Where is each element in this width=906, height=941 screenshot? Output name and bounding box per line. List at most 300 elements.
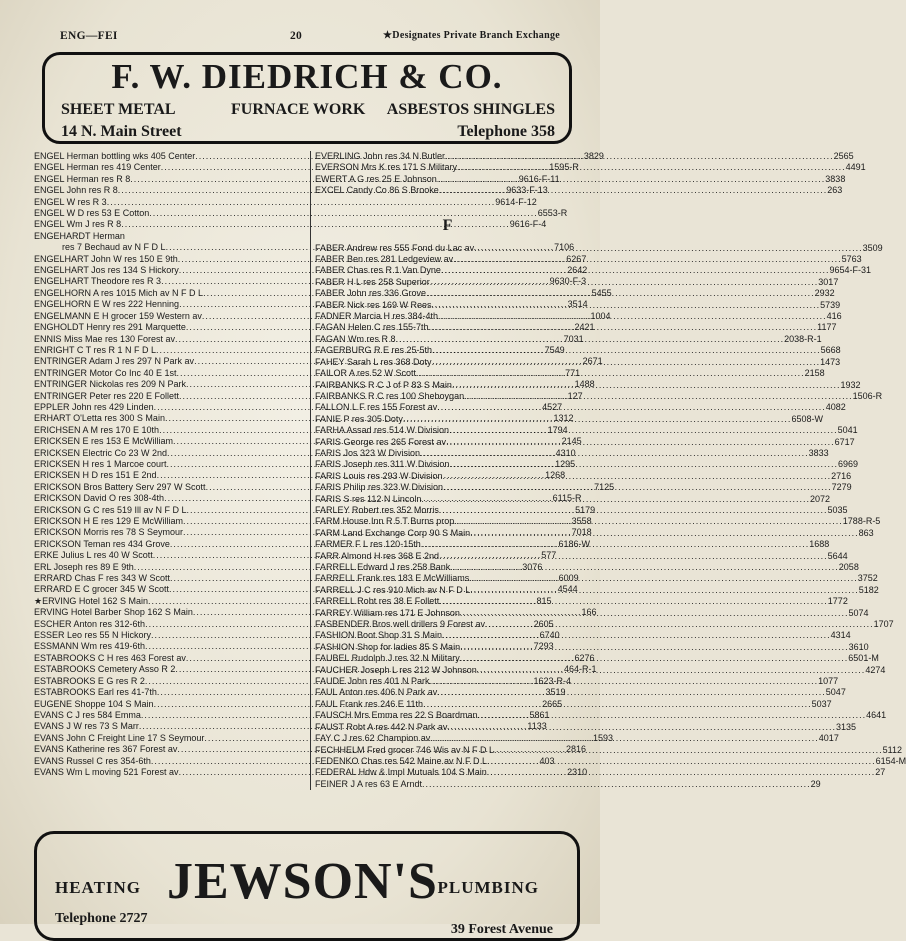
listing-entry bbox=[315, 173, 846, 185]
listing-entry bbox=[34, 219, 547, 230]
listing-phone: 464-R-1 bbox=[563, 664, 597, 675]
listing-entry bbox=[315, 368, 825, 379]
leader-dots bbox=[442, 630, 831, 641]
listing-entry bbox=[315, 755, 906, 767]
listing-entry bbox=[315, 539, 830, 550]
listing-name: EUGENE Shoppe 104 S Main bbox=[34, 698, 154, 709]
listing-name: FARLEY Robert res 352 Morris bbox=[315, 504, 439, 515]
listing-phone: 6740 bbox=[539, 630, 560, 641]
listing-phone: 5112 bbox=[882, 744, 902, 755]
listing-name: ERICKSEN E res 153 E McWilliam bbox=[34, 436, 174, 447]
listing-phone: 2158 bbox=[804, 368, 825, 379]
listing-name: ENGEL Wm J res R 8 bbox=[34, 219, 122, 230]
listing-name: FABER Chas res R 1 Van Dyne bbox=[315, 265, 441, 276]
listing-phone: 1295 bbox=[555, 458, 576, 469]
leader-dots bbox=[487, 756, 876, 767]
listing-name: FAUL Frank res 246 E 11th bbox=[315, 698, 424, 709]
listing-phone: 577 bbox=[541, 550, 557, 561]
listing-entry bbox=[34, 231, 308, 242]
ad-address: 14 N. Main Street bbox=[61, 123, 182, 140]
listing-phone: 2421 bbox=[574, 322, 595, 333]
listing-phone: 5644 bbox=[827, 550, 848, 561]
listing-name: EXCEL Candy Co 86 S Brooke bbox=[315, 185, 439, 196]
listing-entry bbox=[315, 619, 894, 630]
leader-dots bbox=[430, 277, 819, 288]
listing-phone: 6154-M bbox=[875, 755, 906, 766]
listing-entry bbox=[315, 493, 830, 505]
listing-name: ERL Joseph res 89 E 9th bbox=[34, 561, 134, 572]
listing-name: ESCHER Anton res 312-6th bbox=[34, 618, 146, 629]
leader-dots bbox=[487, 767, 876, 778]
listing-name: FABER Nick res 169 W Rees bbox=[315, 299, 432, 310]
listing-phone: 1312 bbox=[553, 413, 574, 424]
listing-phone: 5035 bbox=[827, 504, 848, 515]
listing-phone: 3558 bbox=[571, 516, 592, 526]
listing-name: ENGELHART Jos res 134 S Hickory bbox=[34, 265, 179, 276]
listing-name: FAGAN Helen C res 155-7th bbox=[315, 322, 429, 333]
listing-name: FABER H L res 258 Superior bbox=[315, 276, 430, 287]
listing-phone: 2058 bbox=[838, 562, 859, 572]
page-header bbox=[60, 30, 560, 44]
listing-name: EVANS C J res 584 Emma bbox=[34, 709, 141, 720]
listing-entry bbox=[315, 676, 839, 687]
listing-phone: 1688 bbox=[809, 539, 830, 550]
listing-entry bbox=[315, 447, 829, 459]
listing-phone: 1788-R-5 bbox=[842, 516, 881, 527]
listing-phone: 2932 bbox=[814, 288, 835, 299]
leader-dots bbox=[416, 368, 805, 379]
listing-phone: 2671 bbox=[582, 356, 603, 367]
leader-dots bbox=[439, 505, 828, 516]
ad-heating: HEATING bbox=[55, 878, 142, 897]
listing-phone: 2816 bbox=[565, 744, 586, 755]
leader-dots bbox=[446, 437, 835, 448]
listing-phone: 127 bbox=[567, 390, 583, 401]
listing-name: FEDENKO Chas res 542 Maine av N F D L bbox=[315, 755, 488, 766]
leader-dots bbox=[439, 185, 828, 196]
leader-dots bbox=[470, 528, 859, 539]
leader-dots bbox=[439, 551, 828, 562]
listing-entry bbox=[315, 162, 866, 173]
listing-name: FAUBEL Rudolph J res 32 N Military bbox=[315, 653, 460, 664]
listing-phone: 3509 bbox=[862, 242, 883, 253]
listing-entry bbox=[315, 242, 883, 254]
listing-name: ENGEL Herman bottling wks 405 Center bbox=[34, 151, 196, 161]
ad-jewsons-telephone: Telephone 2727 bbox=[55, 911, 148, 926]
leader-dots bbox=[449, 425, 838, 436]
leader-dots bbox=[426, 288, 815, 299]
listing-phone: 7293 bbox=[533, 641, 554, 652]
listing-name: FEINER J A res 63 E Arndt bbox=[315, 778, 423, 789]
listing-name: EWERT A G res 25 E Johnson bbox=[315, 173, 437, 184]
listing-name: FARREY William res 171 E Johnson bbox=[315, 607, 460, 618]
listing-name: ENGEL Herman res 419 Center bbox=[34, 162, 161, 173]
listing-phone: 3833 bbox=[808, 447, 829, 458]
listing-name: FABER John res 336 Grove bbox=[315, 288, 427, 299]
listing-phone: 3752 bbox=[857, 573, 878, 584]
listing-phone: 771 bbox=[565, 367, 581, 378]
listing-name: ESTABROOKS C H res 463 Forest av bbox=[34, 652, 186, 663]
listing-phone: 6186-W bbox=[558, 538, 590, 549]
listing-name: FAIRBANKS R C J of P 83 S Main bbox=[315, 379, 452, 390]
listing-name: FARM Land Exchange Corp 90 S Main bbox=[315, 527, 471, 538]
listing-phone: 1932 bbox=[840, 379, 861, 390]
listing-entry bbox=[315, 425, 858, 436]
listing-phone: 3076 bbox=[522, 561, 543, 572]
listing-phone: 5179 bbox=[575, 504, 596, 515]
listing-entry bbox=[315, 550, 848, 562]
listing-phone: 5763 bbox=[841, 254, 862, 265]
listing-phone: 4544 bbox=[557, 584, 578, 595]
listing-phone: 5074 bbox=[848, 607, 869, 618]
listing-name: ERICKSON Teman res 434 Grove bbox=[34, 538, 170, 549]
listing-name: FANIE P res 305 Doty bbox=[315, 413, 403, 424]
listing-entry bbox=[315, 687, 846, 698]
leader-dots bbox=[452, 380, 841, 391]
listing-phone: 7279 bbox=[831, 482, 852, 493]
listing-phone: 3829 bbox=[583, 151, 604, 161]
listing-name: FARIS Philip res 323 W Division bbox=[315, 482, 444, 493]
leader-dots bbox=[429, 322, 818, 333]
listing-phone: 7549 bbox=[544, 344, 565, 355]
listing-phone: 29 bbox=[810, 778, 821, 789]
section-letter: F bbox=[442, 216, 453, 234]
listing-phone: 1268 bbox=[545, 470, 566, 481]
listing-phone: 9630-F-3 bbox=[549, 276, 587, 287]
listing-name: FARRELL Frank res 183 E McWilliams bbox=[315, 573, 470, 584]
ad-jewsons-address: 39 Forest Avenue bbox=[450, 922, 553, 937]
listing-entry bbox=[315, 390, 883, 402]
listing-entry bbox=[315, 596, 848, 607]
listing-name: res 7 Bechaud av N F D L bbox=[62, 242, 166, 253]
listing-entry bbox=[315, 710, 887, 721]
listing-name: ENGELHORN E W res 222 Henning bbox=[34, 299, 180, 310]
listing-entry bbox=[315, 333, 822, 345]
listing-name: FARR Almond H res 368 E 2nd bbox=[315, 550, 440, 561]
listing-entry bbox=[34, 196, 537, 208]
listing-name: ERHART O'Letta res 300 S Main bbox=[34, 413, 165, 424]
listing-entry bbox=[315, 721, 856, 733]
listing-phone: 6501-M bbox=[848, 653, 879, 664]
listing-name: ERVING Hotel Barber Shop 162 S Main bbox=[34, 607, 193, 618]
listing-phone: 2565 bbox=[833, 151, 854, 161]
listing-name: ENGELMANN E H grocer 159 Western av bbox=[34, 310, 202, 321]
leader-dots bbox=[454, 516, 843, 527]
leader-dots bbox=[423, 699, 812, 710]
listing-name: ENGELHORN A res 1015 Mich av N F D L bbox=[34, 287, 204, 298]
listing-name: ENGELHART John W res 150 E 9th bbox=[34, 253, 178, 264]
listing-name: FARIS Jos 323 W Division bbox=[315, 447, 421, 458]
listing-name: FABER Ben res 281 Ledgeview av bbox=[315, 254, 454, 265]
listing-phone: 3514 bbox=[567, 299, 588, 310]
leader-dots bbox=[396, 334, 785, 345]
listing-name: FARHA Assad res 514 W Division bbox=[315, 425, 450, 436]
diedrich-advertisement bbox=[42, 52, 572, 144]
listing-name: ENTRINGER Nickolas res 209 N Park bbox=[34, 379, 187, 390]
listing-phone: 2605 bbox=[533, 618, 554, 629]
listing-name: ERICKSON Morris res 78 S Seymour bbox=[34, 527, 184, 538]
listing-name: EVANS John C Freight Line 17 S Seymour bbox=[34, 732, 205, 743]
listing-name: ERICKSON David O res 308-4th bbox=[34, 493, 165, 504]
leader-dots bbox=[437, 174, 826, 185]
listing-entry bbox=[34, 208, 568, 219]
listing-name: FECHHELM Fred grocer 746 Wis av N F D L bbox=[315, 744, 495, 755]
listing-name: ESTABROOKS Cemetery Asso R 2 bbox=[34, 664, 176, 675]
listing-phone: 5861 bbox=[529, 709, 550, 720]
listing-entry bbox=[315, 470, 852, 482]
listing-phone: 2145 bbox=[561, 436, 582, 447]
listing-name: ERICKSEN Electric Co 23 W 2nd bbox=[34, 447, 168, 458]
listing-name: ERICKSON G C res 519 Ill av N F D L bbox=[34, 504, 187, 515]
listing-phone: 9616-F-4 bbox=[509, 219, 547, 230]
listing-name: FARIS George res 265 Forest av bbox=[315, 436, 447, 447]
leader-dots bbox=[432, 300, 821, 311]
listing-name: ENGEL John res R 8 bbox=[34, 185, 118, 196]
listing-name: ★ERVING Hotel 162 S Main bbox=[34, 595, 148, 606]
listing-phone: 5041 bbox=[837, 425, 858, 436]
listing-phone: 6553-R bbox=[537, 208, 568, 219]
listing-name: ENTRINGER Peter res 220 E Follett bbox=[34, 390, 180, 401]
listing-phone: 5047 bbox=[825, 687, 846, 698]
listing-name: FAUL Anton res 406 N Park av bbox=[315, 687, 438, 698]
listing-name: FAGERBURG R E res 25-5th bbox=[315, 345, 433, 356]
leader-dots bbox=[421, 539, 810, 550]
listing-name: ERRARD E C grocer 345 W Scott bbox=[34, 584, 170, 595]
leader-dots bbox=[447, 722, 836, 733]
ad-company-name: F. W. DIEDRICH & CO. bbox=[111, 57, 503, 96]
leader-dots bbox=[439, 596, 828, 607]
listing-phone: 5037 bbox=[811, 698, 832, 709]
listing-name: FAILOR A res 52 W Scott bbox=[315, 368, 417, 379]
listing-name: FAGAN Wm res R 8 bbox=[315, 333, 396, 344]
leader-dots bbox=[430, 733, 819, 744]
listing-name: FAY C J res 62 Champion av bbox=[315, 733, 431, 744]
listing-entry bbox=[315, 413, 823, 425]
listing-phone: 5668 bbox=[820, 345, 841, 356]
listing-phone: 4527 bbox=[542, 401, 563, 412]
leader-dots bbox=[437, 402, 826, 413]
leader-dots bbox=[478, 710, 867, 721]
leader-dots bbox=[460, 642, 849, 653]
listing-entry bbox=[315, 744, 902, 756]
listing-name: ERICKSEN H res 1 Marcoe court bbox=[34, 458, 167, 469]
listing-phone: 5182 bbox=[858, 584, 879, 595]
listing-name: ENGEHARDT Herman bbox=[34, 230, 125, 241]
leader-dots bbox=[477, 665, 866, 676]
listing-entry bbox=[315, 276, 839, 288]
leader-dots bbox=[450, 562, 839, 573]
leader-dots bbox=[485, 619, 874, 630]
listing-phone: 3838 bbox=[825, 173, 846, 184]
listing-phone: 4314 bbox=[830, 630, 851, 641]
listing-phone: 1177 bbox=[817, 322, 837, 333]
leader-dots bbox=[470, 585, 859, 596]
listing-phone: 6276 bbox=[574, 652, 595, 663]
listing-entry bbox=[315, 185, 843, 196]
leader-dots bbox=[403, 414, 792, 425]
listing-name: FARRELL Robt res 38 E Follett bbox=[315, 596, 440, 607]
listing-phone: 6508-W bbox=[791, 413, 823, 424]
listing-name: EVANS Russel C res 354-6th bbox=[34, 755, 151, 766]
ad-service-sheet-metal: SHEET METAL bbox=[61, 101, 176, 118]
listing-name: ENTRINGER Adam J res 297 N Park av bbox=[34, 356, 195, 367]
listing-phone: 6969 bbox=[837, 459, 858, 470]
leader-dots bbox=[464, 391, 853, 402]
listing-name: EVERLING John res 34 N Butler bbox=[315, 151, 446, 161]
listing-name: FEDERAL Hdw & Impl Mutuals 104 S Main bbox=[315, 767, 487, 778]
leader-dots bbox=[445, 151, 834, 162]
listing-phone: 1506-R bbox=[852, 390, 883, 401]
listing-phone: 1794 bbox=[547, 424, 568, 435]
listing-phone: 1473 bbox=[820, 356, 841, 367]
leader-dots bbox=[474, 243, 863, 254]
listing-name: ENGEL W D res 53 E Cotton bbox=[34, 208, 150, 219]
listing-entry bbox=[315, 265, 871, 276]
leader-dots bbox=[494, 745, 883, 756]
listing-phone: 4017 bbox=[818, 733, 839, 744]
listing-phone: 416 bbox=[826, 311, 842, 322]
listing-name: ESTABROOKS E G res R 2 bbox=[34, 675, 145, 686]
listing-name: FAUSCH Mrs Emma res 22 S Boardman bbox=[315, 710, 478, 721]
leader-dots bbox=[432, 345, 821, 356]
listing-phone: 1623-R-4 bbox=[533, 675, 571, 686]
listing-phone: 5739 bbox=[820, 299, 841, 310]
listing-name: FAUCHER Joseph L res 212 W Johnson bbox=[315, 664, 477, 675]
listing-name: FASHION Boot Shop 31 S Main bbox=[315, 630, 443, 641]
listing-phone: 27 bbox=[875, 767, 886, 778]
listing-entry bbox=[315, 459, 858, 470]
listing-name: ERICKSON H E res 129 E McWilliam bbox=[34, 516, 184, 526]
listing-phone: 403 bbox=[539, 755, 555, 766]
listing-phone: 6115-R bbox=[552, 493, 582, 504]
listing-phone: 7031 bbox=[563, 333, 584, 344]
listing-phone: 1772 bbox=[827, 596, 848, 607]
listing-phone: 2642 bbox=[567, 265, 588, 276]
listing-name: ENGHOLDT Henry res 291 Marquette bbox=[34, 322, 186, 333]
leader-dots bbox=[453, 254, 842, 265]
listing-name: ERICKSEN H D res 151 E 2nd bbox=[34, 470, 157, 481]
listing-phone: 3519 bbox=[545, 687, 566, 698]
listing-name: ENGEL Herman res R 8 bbox=[34, 173, 131, 184]
listing-name: ENGELHART Theodore res R 3 bbox=[34, 276, 162, 287]
listing-name: EVERSON Mrs K res 171 S Military bbox=[315, 162, 458, 173]
listing-entry bbox=[315, 778, 821, 790]
header-range: ENG—FEI bbox=[60, 30, 118, 42]
listing-phone: 9614-F-12 bbox=[495, 196, 537, 207]
listing-phone: 5455 bbox=[591, 287, 612, 298]
listing-name: ESSMANN Wm res 419-6th bbox=[34, 641, 146, 652]
listing-name: FAUST Robt A res 442 N Park av bbox=[315, 721, 448, 732]
listing-entry bbox=[315, 436, 855, 448]
listing-phone: 815 bbox=[536, 595, 552, 606]
leader-dots bbox=[457, 162, 846, 173]
listing-entry bbox=[315, 562, 859, 573]
listing-name: FARRELL J C res 910 Mich av N F D L bbox=[315, 584, 471, 595]
listing-entry bbox=[315, 641, 869, 653]
listing-name: EVANS Wm L moving 521 Forest av bbox=[34, 766, 179, 777]
listing-phone: 7018 bbox=[571, 527, 592, 538]
listing-phone: 9616-F-11 bbox=[518, 173, 560, 184]
listing-entry bbox=[315, 630, 851, 641]
listing-name: FALLON L F res 155 Forest av bbox=[315, 402, 438, 413]
listing-phone: 1133 bbox=[527, 721, 547, 732]
listing-name: ERICHSEN A M res 170 E 10th bbox=[34, 424, 160, 435]
listing-name: ERKE Julius L res 40 W Scott bbox=[34, 550, 153, 561]
leader-dots bbox=[438, 311, 827, 322]
listing-phone: 3135 bbox=[835, 721, 856, 732]
listing-name: FABER Andrew res 555 Fond du Lac av bbox=[315, 242, 475, 253]
listing-entry bbox=[315, 254, 862, 265]
listing-phone: 6009 bbox=[558, 573, 579, 584]
listing-phone: 4641 bbox=[866, 710, 887, 721]
listing-name: FASHION Shop for ladies 85 S Main bbox=[315, 641, 461, 652]
listing-phone: 7106 bbox=[554, 242, 575, 253]
ad-telephone: Telephone 358 bbox=[457, 123, 555, 140]
listing-name: FARRELL Edward J res 258 Bank bbox=[315, 562, 451, 572]
listing-name: FARIS Louis res 293 W Division bbox=[315, 470, 443, 481]
listing-name: ESTABROOKS Earl res 41-7th bbox=[34, 687, 157, 698]
listing-phone: 7125 bbox=[594, 481, 615, 492]
listing-name: FARM House Inn R 5 T Burns prop bbox=[315, 516, 455, 527]
leader-dots bbox=[421, 494, 810, 505]
listing-phone: 9654-F-31 bbox=[829, 265, 871, 276]
listing-phone: 1488 bbox=[574, 379, 595, 390]
listing-phone: 2716 bbox=[831, 470, 852, 481]
listing-phone: 2072 bbox=[809, 493, 830, 504]
listing-phone: 263 bbox=[827, 185, 843, 196]
listing-name: EVANS J W res 73 S Marr bbox=[34, 721, 139, 732]
listing-phone: 4491 bbox=[845, 162, 866, 173]
listing-phone: 166 bbox=[581, 607, 597, 618]
listing-name: FAIRBANKS R C res 100 Sheboygan bbox=[315, 390, 465, 401]
listing-entry bbox=[315, 345, 841, 356]
listing-phone: 2310 bbox=[567, 766, 588, 777]
listing-name: EVANS Katherine res 367 Forest av bbox=[34, 744, 178, 755]
listing-phone: 2665 bbox=[542, 698, 563, 709]
listing-name: FASBENDER Bros well drillers 9 Forest av bbox=[315, 619, 486, 630]
listing-name: ENNIS Miss Mae res 130 Forest av bbox=[34, 333, 176, 344]
listing-phone: 9633-F-13 bbox=[506, 185, 548, 196]
ad-plumbing: PLUMBING bbox=[437, 878, 539, 897]
listing-entry bbox=[315, 573, 878, 584]
listing-phone: 1077 bbox=[818, 676, 839, 687]
leader-dots bbox=[430, 676, 819, 687]
listing-name: ENTRINGER Motor Co Inc 40 E 1st bbox=[34, 367, 177, 378]
listing-phone: 6267 bbox=[566, 253, 587, 264]
ad-jewsons-name: JEWSON'S bbox=[167, 853, 438, 910]
listing-name: ENRIGHT C T res R 1 N F D L bbox=[34, 344, 157, 355]
leader-dots bbox=[437, 687, 826, 698]
listing-columns bbox=[34, 151, 906, 811]
ad-service-asbestos: ASBESTOS SHINGLES bbox=[386, 101, 555, 118]
leader-dots bbox=[449, 459, 838, 470]
listing-name: FARIS Joseph res 311 W Division bbox=[315, 459, 450, 470]
jewsons-advertisement bbox=[34, 831, 580, 941]
listing-phone: 4310 bbox=[555, 447, 576, 458]
listing-name: FADNER Marcia H res 384-4th bbox=[315, 311, 439, 322]
listing-phone: 4082 bbox=[825, 402, 846, 413]
leader-dots bbox=[441, 265, 830, 276]
listing-phone: 1595-R bbox=[549, 162, 579, 173]
listing-phone: 4274 bbox=[865, 664, 886, 675]
listing-name: FAUDE John res 401 N Park bbox=[315, 676, 430, 687]
listing-phone: 3610 bbox=[848, 641, 869, 652]
leader-dots bbox=[460, 608, 849, 619]
listing-phone: 6717 bbox=[834, 436, 855, 447]
listing-phone: 2038-R-1 bbox=[784, 333, 822, 344]
listing-phone: 863 bbox=[858, 527, 874, 538]
listing-name: FAHEY Sarah L res 368 Doty bbox=[315, 356, 432, 367]
